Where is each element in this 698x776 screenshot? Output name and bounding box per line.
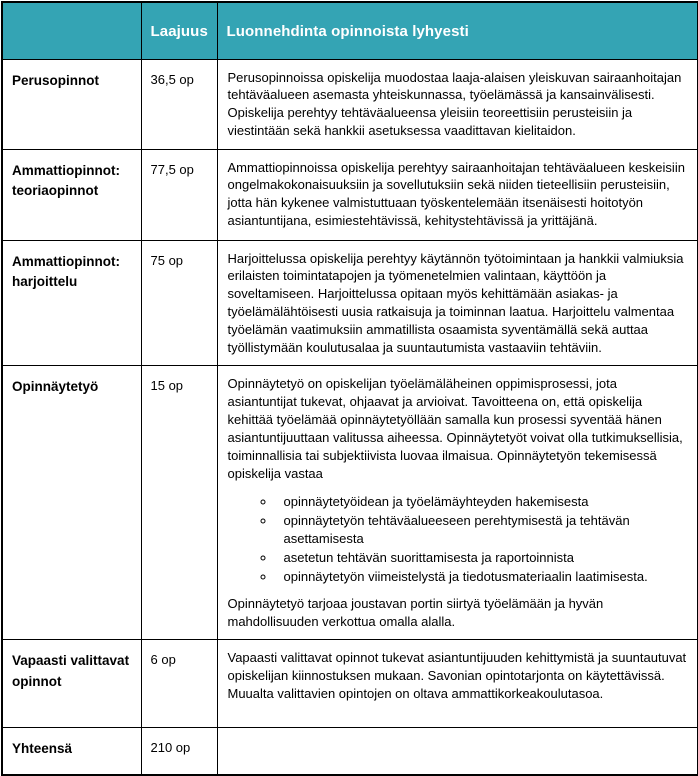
table-row-perusopinnot	[2, 59, 698, 149]
row-category: Ammattiopinnot: teoriaopinnot	[2, 149, 141, 240]
row-credits: 36,5 op	[141, 59, 217, 149]
row-description	[217, 149, 698, 240]
description-paragraph: Opinnäytetyö on opiskelijan työelämäläheinen oppimisprosessi, jota asiantuntijat tukevat, ohjaavat ja arvioivat. Tavoitteena on, että opiskelija kehittää työelämää opinnäytetyöllään samalla kun prosessi syventää hänen asiantuntijuuttaan valitussa aiheessa. Opinnäytetyöt voivat olla tutkimuksellisia, toiminnallisia tai subjektiivista luovaa ilmaisua. Opinnäytetyön tekemisessä opiskelija vastaa	[227, 376, 683, 481]
row-credits: 15 op	[141, 366, 217, 640]
row-credits: 6 op	[141, 640, 217, 728]
row-credits: 210 op	[141, 728, 217, 775]
description-paragraph: Perusopinnoissa opiskelija muodostaa laaja-alaisen yleiskuvan sairaanhoitajan tehtäväalueen asemasta yhteiskunnassa, työelämässä ja kansainvälisesti. Opiskelija perehtyy tehtäväalueensa yleisiin teoreettisiin perusteisiin ja viestintään sekä hankkii asetuksessa vaadittavan kielitaidon.	[227, 69, 682, 139]
table-row-opinnaytetyo	[2, 366, 698, 640]
list-item: ◦ opinnäytetyöidean ja työelämäyhteyden hakemisesta	[276, 493, 688, 511]
description-paragraph: Ammattiopinnoissa opiskelija perehtyy sairaanhoitajan tehtäväalueen keskeisiin ongelmakokonaisuuksiin ja sovellutuksiin sekä niiden tieteellisiin perusteisiin, jotta hän kykenee valmistuttuaan työskentelemään itsenäisesti hoitotyön asiantuntijana, esimiestehtävissä, kehitystehtävissä ja yrittäjänä.	[227, 159, 685, 229]
table-row-ammattiopinnot-teoria	[2, 149, 698, 240]
thesis-responsibility-list	[228, 493, 688, 586]
curriculum-table	[1, 1, 698, 776]
table-row-vapaasti-valittavat	[2, 640, 698, 728]
description-paragraph: Vapaasti valittavat opinnot tukevat asiantuntijuuden kehittymistä ja suuntautuvat opiskelijan kiinnostuksen mukaan. Savonian opintotarjonta on käytettävissä. Muualta valittavien opintojen on oltava ammattikorkeakoulutasoa.	[227, 650, 687, 702]
header-cell-credits: Laajuus	[141, 2, 217, 59]
row-credits: 75 op	[141, 240, 217, 366]
row-description	[217, 59, 698, 149]
row-description	[217, 240, 698, 366]
row-category: Yhteensä	[2, 728, 141, 775]
header-cell-description: Luonnehdinta opinnoista lyhyesti	[217, 2, 698, 59]
table-row-yhteensa	[2, 728, 698, 775]
row-description	[217, 640, 698, 728]
row-category: Opinnäytetyö	[2, 366, 141, 640]
list-item: ◦ opinnäytetyön tehtäväalueeseen perehtymisestä ja tehtävän asettamisesta	[276, 512, 688, 548]
table-row-ammattiopinnot-harjoittelu	[2, 240, 698, 366]
row-category: Vapaasti valittavat opinnot	[2, 640, 141, 728]
row-category: Perusopinnot	[2, 59, 141, 149]
header-cell-category	[2, 2, 141, 59]
row-credits: 77,5 op	[141, 149, 217, 240]
row-category: Ammattiopinnot: harjoittelu	[2, 240, 141, 366]
table-header-row	[2, 2, 698, 59]
row-description	[217, 728, 698, 775]
description-paragraph: Harjoittelussa opiskelija perehtyy käytännön työtoimintaan ja hankkii valmiuksia erilaisten toimintatapojen ja työmenetelmien valintaan, käyttöön ja soveltamiseen. Harjoittelussa opitaan myös kehittämään asiakas- ja työelämälähtöisesti uusia ratkaisuja ja toiminnan laatua. Harjoittelu valmentaa työelämän vaatimuksiin ammatillista osaamista syventämällä sekä auttaa työllistymään koulutusalaa ja suuntautumista vastaaviin tehtäviin.	[227, 250, 684, 356]
row-description	[217, 366, 698, 640]
list-item: ◦ opinnäytetyön viimeistelystä ja tiedotusmateriaalin laatimisesta.	[276, 568, 688, 586]
list-item: ◦ asetetun tehtävän suorittamisesta ja raportoinnista	[276, 549, 688, 567]
description-paragraph: Opinnäytetyö tarjoaa joustavan portin siirtyä työelämään ja hyvän mahdollisuuden verkottua omalla alalla.	[227, 596, 604, 630]
